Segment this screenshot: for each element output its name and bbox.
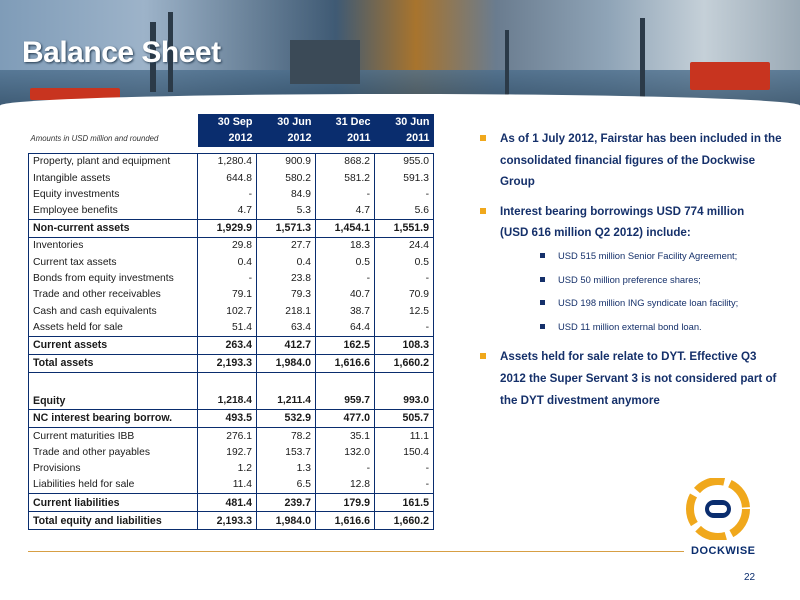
- cell-value: 12.8: [316, 477, 375, 494]
- cell-value: 0.5: [375, 254, 434, 270]
- ship-image: [690, 62, 770, 90]
- cell-value: 162.5: [316, 336, 375, 354]
- cell-value: 591.3: [375, 170, 434, 186]
- column-header: 31 Dec: [316, 114, 375, 130]
- row-label: Total assets: [29, 354, 198, 372]
- sub-bullet-item: USD 198 million ING syndicate loan facility;: [478, 291, 798, 315]
- row-label: Assets held for sale: [29, 319, 198, 336]
- cell-value: 84.9: [257, 186, 316, 202]
- cell-value: -: [375, 477, 434, 494]
- bullet-line: Group: [500, 175, 535, 189]
- bullet-line: (USD 616 million Q2 2012) include:: [500, 226, 691, 240]
- cell-value: 0.4: [257, 254, 316, 270]
- cell-value: 12.5: [375, 303, 434, 319]
- blank-row: [29, 372, 434, 393]
- cell-value: 1,616.6: [316, 512, 375, 530]
- cell-value: 900.9: [257, 153, 316, 170]
- row-label: Current assets: [29, 336, 198, 354]
- cell-value: 0.5: [316, 254, 375, 270]
- subtotal-row: [29, 494, 434, 512]
- sub-bullet-item: USD 50 million preference shares;: [478, 268, 798, 292]
- cell-value: 580.2: [257, 170, 316, 186]
- subtotal-row: [29, 409, 434, 427]
- cell-value: 150.4: [375, 444, 434, 460]
- bullet-line: As of 1 July 2012, Fairstar has been included in the: [500, 132, 782, 145]
- cell-value: 1,984.0: [257, 354, 316, 372]
- total-row: [29, 512, 434, 530]
- table-row: [29, 393, 434, 410]
- cell-value: 79.3: [257, 287, 316, 303]
- cell-value: 102.7: [198, 303, 257, 319]
- rig-image: [290, 40, 360, 84]
- cell-value: -: [375, 460, 434, 476]
- cell-value: 4.7: [316, 202, 375, 219]
- cell-value: 5.3: [257, 202, 316, 219]
- rig-image: [640, 18, 645, 98]
- cell-value: 23.8: [257, 270, 316, 286]
- total-row: [29, 354, 434, 372]
- subtotal-row: [29, 336, 434, 354]
- rig-image: [505, 30, 509, 100]
- cell-value: -: [375, 186, 434, 202]
- cell-value: 955.0: [375, 153, 434, 170]
- bullet-line: the DYT divestment anymore: [500, 393, 660, 407]
- header-spacer: [29, 114, 198, 130]
- cell-value: -: [316, 270, 375, 286]
- cell-value: 70.9: [375, 287, 434, 303]
- balance-sheet-table: [28, 114, 434, 530]
- row-label: Provisions: [29, 460, 198, 476]
- cell-value: 38.7: [316, 303, 375, 319]
- cell-value: 64.4: [316, 319, 375, 336]
- cell-value: 153.7: [257, 444, 316, 460]
- cell-value: 51.4: [198, 319, 257, 336]
- units-note: Amounts in USD million and rounded: [30, 133, 159, 143]
- column-header: 30 Sep: [198, 114, 257, 130]
- footer-divider: [28, 551, 684, 552]
- page-number: 22: [744, 572, 756, 583]
- table-row: [29, 287, 434, 303]
- row-label: Total equity and liabilities: [29, 512, 198, 530]
- cell-value: 1,984.0: [257, 512, 316, 530]
- cell-value: 6.5: [257, 477, 316, 494]
- cell-value: 993.0: [375, 393, 434, 410]
- cell-value: 5.6: [375, 202, 434, 219]
- cell-value: 132.0: [316, 444, 375, 460]
- row-label: Current tax assets: [29, 254, 198, 270]
- bullet-line: Interest bearing borrowings USD 774 million: [500, 204, 745, 218]
- cell-value: 581.2: [316, 170, 375, 186]
- cell-value: 2,193.3: [198, 354, 257, 372]
- cell-value: 1,218.4: [198, 393, 257, 410]
- row-label: Bonds from equity investments: [29, 270, 198, 286]
- column-header: 2011: [316, 130, 375, 146]
- cell-value: 412.7: [257, 336, 316, 354]
- row-label: Current liabilities: [29, 494, 198, 512]
- cell-value: 40.7: [316, 287, 375, 303]
- cell-value: 493.5: [198, 409, 257, 427]
- table-row: [29, 460, 434, 476]
- cell-value: 959.7: [316, 393, 375, 410]
- cell-value: 276.1: [198, 427, 257, 444]
- bullet-line: Assets held for sale relate to DYT. Effective Q3: [500, 350, 757, 364]
- cell-value: 218.1: [257, 303, 316, 319]
- cell-value: 11.4: [198, 477, 257, 494]
- table-row: [29, 270, 434, 286]
- cell-value: 63.4: [257, 319, 316, 336]
- cell-value: 1,616.6: [316, 354, 375, 372]
- table-row: [29, 319, 434, 336]
- dockwise-logo-icon: [686, 478, 750, 540]
- bullet-line: 2012 the Super Servant 3 is not considered part of: [500, 371, 777, 385]
- row-label: Employee benefits: [29, 202, 198, 219]
- subtotal-row: [29, 219, 434, 237]
- cell-value: 1.3: [257, 460, 316, 476]
- cell-value: -: [375, 319, 434, 336]
- row-label: Cash and cash equivalents: [29, 303, 198, 319]
- cell-value: 505.7: [375, 409, 434, 427]
- table-row: [29, 202, 434, 219]
- cell-value: 29.8: [198, 237, 257, 254]
- sub-bullet-item: USD 515 million Senior Facility Agreement;: [478, 244, 798, 268]
- column-header: 30 Jun: [375, 114, 434, 130]
- cell-value: 1,551.9: [375, 219, 434, 237]
- cell-value: 1,280.4: [198, 153, 257, 170]
- cell-value: 35.1: [316, 427, 375, 444]
- row-label: Intangible assets: [29, 170, 198, 186]
- table-row: [29, 477, 434, 494]
- cell-value: 78.2: [257, 427, 316, 444]
- table-row: [29, 153, 434, 170]
- sub-bullet-item: USD 11 million external bond loan.: [478, 315, 798, 339]
- table-row: [29, 170, 434, 186]
- cell-value: 1,660.2: [375, 512, 434, 530]
- cell-value: 192.7: [198, 444, 257, 460]
- row-label: Property, plant and equipment: [29, 153, 198, 170]
- row-label: Non-current assets: [29, 219, 198, 237]
- table-row: [29, 237, 434, 254]
- cell-value: 1.2: [198, 460, 257, 476]
- cell-value: 1,454.1: [316, 219, 375, 237]
- row-label: NC interest bearing borrow.: [29, 409, 198, 427]
- bullet-item: [478, 346, 798, 411]
- cell-value: -: [316, 186, 375, 202]
- cell-value: 79.1: [198, 287, 257, 303]
- cell-value: 4.7: [198, 202, 257, 219]
- row-label: Inventories: [29, 237, 198, 254]
- cell-value: 161.5: [375, 494, 434, 512]
- cell-value: -: [375, 270, 434, 286]
- slide-title: Balance Sheet: [22, 36, 221, 69]
- column-header: 2011: [375, 130, 434, 146]
- cell-value: 18.3: [316, 237, 375, 254]
- cell-value: 532.9: [257, 409, 316, 427]
- cell-value: -: [198, 186, 257, 202]
- cell-value: -: [198, 270, 257, 286]
- cell-value: 0.4: [198, 254, 257, 270]
- cell-value: 24.4: [375, 237, 434, 254]
- bullet-item: [478, 201, 798, 244]
- cell-value: 644.8: [198, 170, 257, 186]
- cell-value: 11.1: [375, 427, 434, 444]
- row-label: Trade and other payables: [29, 444, 198, 460]
- cell-value: 1,211.4: [257, 393, 316, 410]
- table-header-row: [29, 130, 434, 146]
- row-label: Trade and other receivables: [29, 287, 198, 303]
- column-header: 2012: [198, 130, 257, 146]
- logo-wordmark: DOCKWISE: [691, 545, 756, 557]
- table-row: [29, 303, 434, 319]
- cell-value: 239.7: [257, 494, 316, 512]
- cell-value: 263.4: [198, 336, 257, 354]
- bullet-list: [478, 128, 798, 411]
- column-header: 2012: [257, 130, 316, 146]
- column-header: 30 Jun: [257, 114, 316, 130]
- cell-value: 27.7: [257, 237, 316, 254]
- cell-value: 868.2: [316, 153, 375, 170]
- cell-value: -: [316, 460, 375, 476]
- cell-value: 477.0: [316, 409, 375, 427]
- row-label: Liabilities held for sale: [29, 477, 198, 494]
- cell-value: 1,660.2: [375, 354, 434, 372]
- row-label: Equity: [29, 393, 198, 410]
- bullet-line: consolidated financial figures of the Dockwise: [500, 153, 756, 167]
- cell-value: 1,571.3: [257, 219, 316, 237]
- table-header-row: [29, 114, 434, 130]
- table-row: [29, 427, 434, 444]
- row-label: Current maturities IBB: [29, 427, 198, 444]
- cell-value: 2,193.3: [198, 512, 257, 530]
- table-row: [29, 254, 434, 270]
- cell-value: 179.9: [316, 494, 375, 512]
- row-label: Equity investments: [29, 186, 198, 202]
- table-row: [29, 186, 434, 202]
- cell-value: 108.3: [375, 336, 434, 354]
- bullet-item: [478, 128, 798, 193]
- cell-value: 481.4: [198, 494, 257, 512]
- cell-value: 1,929.9: [198, 219, 257, 237]
- table-row: [29, 444, 434, 460]
